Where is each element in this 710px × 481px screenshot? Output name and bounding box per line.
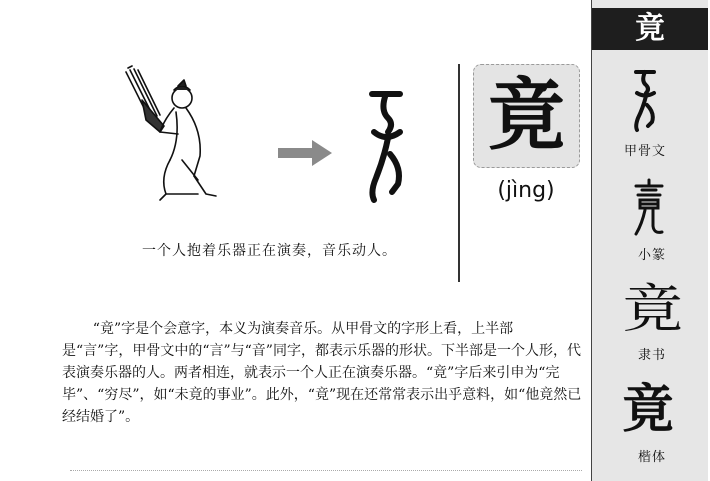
script-sidebar [591, 0, 708, 481]
main-character: 竟 [473, 64, 580, 168]
sidebar-title: 竟 [592, 8, 708, 50]
description-paragraph [62, 318, 582, 428]
right-arrow-icon [278, 140, 332, 166]
script-item-regular [592, 379, 708, 474]
musician-illustration [120, 60, 220, 220]
script-label-oracle: 甲骨文 [624, 144, 667, 159]
divider [458, 64, 460, 282]
script-item-oracle [592, 60, 708, 160]
script-label-clerical: 隶书 [638, 348, 667, 363]
description-text: “竟”字是个会意字，本义为演奏音乐。从甲骨文的字形上看，上半部是“言”字，甲骨文中的“言”与“音”同字，都表示乐器的形状。下半部是一个人形，代表演奏乐器的人。两者相连，就表示一个人正在演奏乐器。“竟”字后来引申为“完毕”、“穷尽”，如“未竟的事业”。此外，“竟”现在还常常表示出乎意料，如“他竟然已经结婚了”。 [62, 321, 582, 425]
illustration-caption: 一个人抱着乐器正在演奏，音乐动人。 [142, 243, 397, 259]
pinyin: (jìng) [497, 178, 555, 203]
oracle-bone-glyph [630, 68, 662, 134]
clerical-script-glyph: 竟 [622, 280, 684, 340]
page-edge [70, 470, 582, 474]
script-item-clerical [592, 280, 708, 374]
script-item-seal [592, 176, 708, 266]
regular-script-glyph: 竟 [622, 379, 675, 440]
script-label-seal: 小篆 [638, 248, 667, 263]
oracle-bone-glyph-large [362, 88, 412, 208]
seal-script-glyph [630, 178, 668, 240]
script-label-regular: 楷体 [638, 450, 667, 465]
